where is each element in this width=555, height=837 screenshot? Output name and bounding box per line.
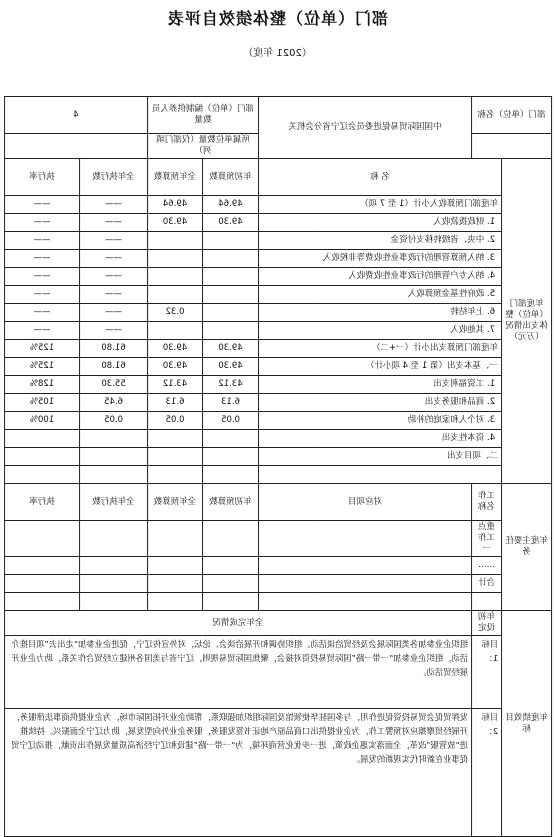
table-row: 7. 其他收入 —— ——: [5, 322, 552, 340]
funds-side-label: 年度部门（单位）整体支出情况（万元）: [502, 159, 552, 484]
staff-count-label: 部门（单位）编制供养人员数量: [148, 97, 259, 134]
tasks-col-task: 工作名称: [472, 484, 502, 521]
funds-col-budget: 全年预算数: [148, 159, 203, 196]
goal-1-label: 目标 1：: [472, 636, 502, 709]
goals-side-label: 年度绩效目标: [502, 611, 552, 837]
tasks-col-budget: 全年预算数: [148, 484, 203, 521]
goals-col-target: 年初设定: [472, 611, 502, 636]
page-title: 部门（单位）整体绩效自评表: [167, 9, 389, 28]
table-row: [5, 593, 552, 611]
table-row: 4. 资本性支出: [5, 430, 552, 448]
table-row: ……: [5, 557, 552, 575]
table-row: 合计: [5, 575, 552, 593]
table-row: 4. 纳入专户管理的行政事业性收费收入 —— ——: [5, 268, 552, 286]
dept-name-spacer: [472, 134, 552, 159]
dept-name-value: 中国国际贸易促进委员会辽宁省分会机关: [259, 97, 472, 159]
table-row: 1. 财政拨款收入 49.30 49.30 —— ——: [5, 214, 552, 232]
table-row: 年度部门预算支出小计（一+二） 49.30 49.30 61.80 125%: [5, 340, 552, 358]
funds-col-name: 名 称: [259, 159, 502, 196]
table-row: [5, 466, 552, 484]
units-count-label: 所属单位数量（仅部门填列）: [148, 134, 259, 159]
funds-col-rate: 执行率: [5, 159, 80, 196]
units-count-value: [5, 134, 148, 159]
goal-1-text: 组织企业参加各类国际展会及经贸洽谈活动。组织协调和开展洽谈会、论坛，对外宣传辽宁，促进企业参加“走出去”项目推介活动，组织企业参加“一带一路”国际贸易投资对接会，聚焦国际贸易规则，辽宁省与美国各州建立经贸合作关系，助力企业开展经贸活动。: [5, 636, 472, 709]
tasks-side-label: 年度主要任务: [502, 484, 552, 611]
table-row: 一、基本支出（第 1 至 4 项小计） 49.30 49.30 61.80 125%: [5, 358, 552, 376]
year-label: （2021 年度）: [243, 48, 312, 59]
funds-col-plan: 年初预算数: [203, 159, 259, 196]
goal-2-label: 目标 2：: [472, 709, 502, 837]
table-row: 2. 中央、省级转移支付资金 —— ——: [5, 232, 552, 250]
tasks-col-project: 对应项目: [259, 484, 472, 521]
table-row: 二、项目支出: [5, 448, 552, 466]
self-evaluation-table: [4, 96, 552, 837]
tasks-col-rate: 执行率: [5, 484, 80, 521]
goals-col-done: 全年完成情况: [5, 611, 472, 636]
tasks-col-plan: 年初预算数: [203, 484, 259, 521]
goal-2-text: 发挥贸促会贸易投资促进作用，与多国驻华使领馆及国际组织加强联系，帮助企业开拓国际市场，为企业提供商事法律服务，开展经贸摩擦应对预警工作，为企业提供出口商品原产地证书签发服务，服务企业外向型发展，助力辽宁全面振兴。持续推进“放管服”改革，全面落实惠企政策，进一步优化营商环境，为“一带一路”建设和辽宁经济高质量发展作出贡献，推动辽宁贸促事业在新时代实现新的发展。: [5, 709, 472, 837]
staff-count-value: 4: [5, 97, 148, 134]
table-row: 2. 商品和服务支出 6.13 6.13 6.45 105%: [5, 394, 552, 412]
table-row: 6. 上年结转 0.32 —— ——: [5, 304, 552, 322]
table-row: 重点工作一: [5, 521, 552, 557]
dept-name-label: 部门（单位）名称: [472, 97, 552, 134]
tasks-col-exec: 全年执行数: [80, 484, 148, 521]
table-row: 3. 对个人和家庭的补助 0.05 0.05 0.05 100%: [5, 412, 552, 430]
table-row: 1. 工资福利支出 43.12 43.12 55.30 128%: [5, 376, 552, 394]
table-row: 5. 政府性基金预算收入 —— ——: [5, 286, 552, 304]
table-row: 3. 纳入预算管理的行政事业性收费等非税收入 —— ——: [5, 250, 552, 268]
table-row: 年度部门预算收入小计（1 至 7 项） 49.64 49.64 —— ——: [5, 196, 552, 214]
funds-col-exec: 全年执行数: [80, 159, 148, 196]
